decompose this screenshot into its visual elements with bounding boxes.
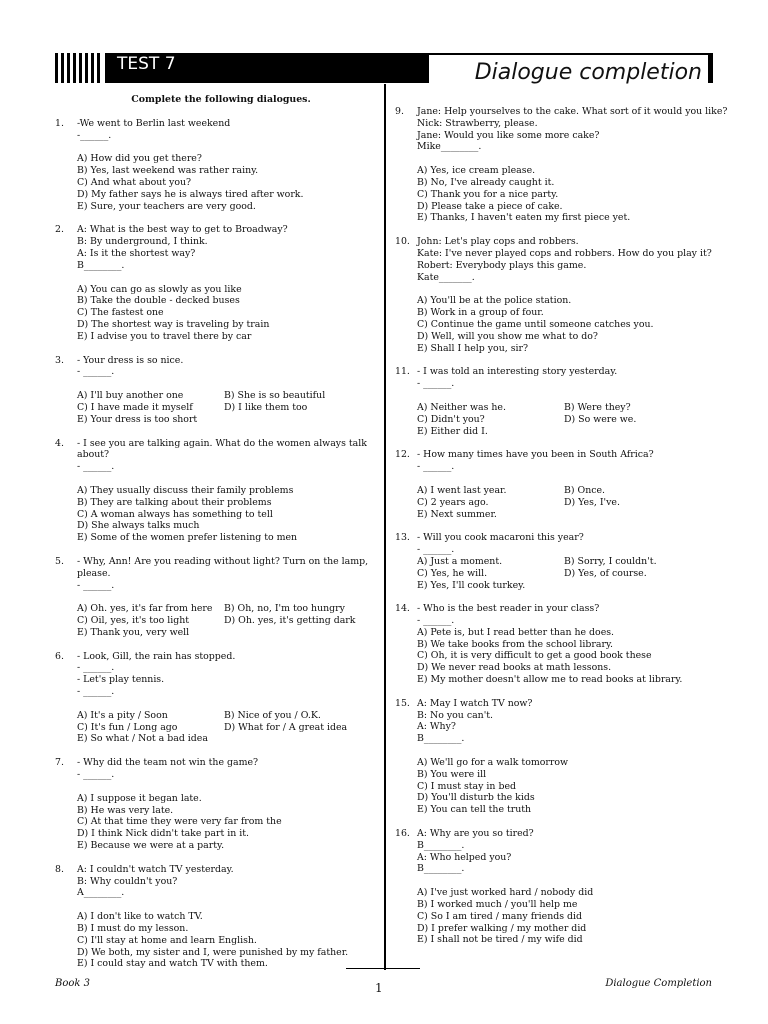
answer-option: E) So what / Not a bad idea [77,733,208,745]
answer-option: C) Thank you for a nice party. [417,188,559,200]
answer-option: C) And what about you? [77,176,192,188]
footer-book: Book 3 [55,978,90,989]
answer-options [77,793,365,852]
dialogue-line: B________. [417,733,465,745]
answer-option: B) No, I've already caught it. [417,176,555,188]
answer-option: C) Yes, he will. [417,567,488,579]
question-item [395,603,720,686]
answer-options [77,153,365,212]
test-label [105,53,429,83]
answer-option: C) I'll stay at home and learn English. [77,934,257,946]
answer-option: E) You can tell the truth [417,804,532,816]
dialogue-line: A: Who helped you? [417,851,512,863]
answer-options [417,295,720,354]
test-header [55,53,713,83]
dialogue-line: John: Let's play cops and robbers. [417,236,579,248]
answer-options-grid [77,390,365,414]
answer-option: E) I could stay and watch TV with them. [77,958,268,970]
question-item [55,118,365,213]
answer-option: A) I don't like to watch TV. [77,911,203,923]
answer-option: D) We both, my sister and I, were punished by my father. [77,946,349,958]
answer-option: E) Thank you, very well [77,626,190,638]
answer-option: E) Thanks, I haven't eaten my first piece yet. [417,212,631,224]
answer-options [77,710,365,745]
answer-option: E) My mother doesn't allow me to read books at library. [417,674,683,686]
answer-option: C) At that time they were very far from the [77,816,282,828]
right-column [395,106,728,958]
answer-option: E) Some of the women prefer listening to men [77,532,298,544]
answer-option: C) Oh, it is very difficult to get a good book these [417,650,652,662]
answer-option: E) Yes, I'll cook turkey. [417,579,526,591]
question-item [55,651,365,746]
answer-options-grid [417,485,720,509]
dialogue-line: -______. [77,129,112,141]
answer-option: B) Yes, last weekend was rather rainy. [77,165,259,177]
answer-options [417,887,720,946]
column-divider [384,84,386,970]
answer-option: B) Were they? [564,401,631,413]
question-item [55,864,365,970]
dialogue-line: - Let's play tennis. [77,674,165,686]
answer-option: A) How did you get there? [77,153,202,165]
answer-option: D) Oh. yes, it's getting dark [224,615,356,627]
answer-option: A) Yes, ice cream please. [417,165,536,177]
dialogue-line: please. [77,567,111,579]
dialogue-line: Kate_______. [417,271,475,283]
question-item [395,698,720,816]
right-question-list [395,106,728,946]
answer-option: D) The shortest way is traveling by train [77,318,270,330]
answer-option: C) So I am tired / many friends did [417,910,583,922]
question-item [55,355,365,426]
dialogue-line: Jane: Help yourselves to the cake. What sort of it would you like? [417,106,728,117]
dialogue-line: - Will you cook macaroni this year? [417,532,584,544]
answer-option: A) I'll buy another one [77,390,184,402]
answer-option: B) You were ill [417,768,487,780]
answer-option: D) I like them too [224,401,308,413]
answer-option: C) 2 years ago. [417,496,489,508]
answer-option: E) Shall I help you, sir? [417,342,529,354]
answer-option: D) Please take a piece of cake. [417,200,563,212]
answer-option: E) I shall not be tired / my wife did [417,934,583,946]
question-item [395,532,720,591]
dialogue-line: Jane: Would you like some more cake? [417,129,600,141]
answer-option: D) So were we. [564,413,637,425]
question-number: 2. [55,224,64,236]
answer-option: D) You'll disturb the kids [417,792,535,804]
question-item [395,828,720,946]
left-column [55,94,369,982]
answer-options [77,284,365,343]
question-number: 12. [395,449,410,461]
dialogue-line: - Why, Ann! Are you reading without light? Turn on the lamp, [77,555,369,567]
answer-option: E) Sure, your teachers are very good. [77,200,256,212]
answer-option: D) What for / A great idea [224,721,348,733]
dialogue-line: - ______. [77,686,115,698]
dialogue-line: - ______. [77,366,115,378]
dialogue-line: - ______. [77,461,115,473]
answer-option: B) Take the double - decked buses [77,295,240,307]
answer-options [77,911,365,970]
answer-option: A) We'll go for a walk tomorrow [417,757,569,769]
question-item [55,555,369,639]
answer-option: E) Your dress is too short [77,413,198,425]
dialogue-line: Robert: Everybody plays this game. [417,259,587,271]
answer-option: A) They usually discuss their family problems [77,484,294,496]
question-number: 1. [55,117,64,129]
question-number: 13. [395,532,410,544]
answer-option: E) Next summer. [417,508,497,520]
dialogue-line: - Look, Gill, the rain has stopped. [77,650,236,662]
answer-options-grid [417,402,720,426]
question-number: 3. [55,354,64,366]
answer-options [417,556,720,591]
question-number: 11. [395,366,410,378]
dialogue-line: Nick: Strawberry, please. [417,117,538,129]
barcode-stripes [55,53,103,83]
answer-option: A) I went last year. [417,484,507,496]
question-number: 5. [55,555,64,567]
answer-option: A) I've just worked hard / nobody did [417,887,594,899]
answer-option: C) I must stay in bed [417,780,516,792]
dialogue-line: B: By underground, I think. [77,236,208,248]
answer-options [417,627,720,686]
dialogue-line: - Why did the team not win the game? [77,757,259,769]
answer-options [417,757,720,816]
dialogue-line: - Your dress is so nice. [77,354,184,366]
dialogue-line: A: I couldn't watch TV yesterday. [77,863,234,875]
answer-option: B) He was very late. [77,804,174,816]
answer-option: B) Nice of you / O.K. [224,709,321,721]
question-item [395,449,720,520]
answer-option: C) I have made it myself [77,401,193,413]
answer-option: E) Because we were at a party. [77,840,225,852]
question-number: 10. [395,236,410,248]
answer-option: D) She always talks much [77,520,200,532]
question-number: 15. [395,697,410,709]
dialogue-line: Kate: I've never played cops and robbers. How do you play it? [417,247,712,259]
page-number: 1 [375,981,383,995]
answer-option: B) I worked much / you'll help me [417,899,578,911]
answer-option: D) I think Nick didn't take part in it. [77,828,249,840]
answer-options-grid [417,556,720,580]
question-number: 14. [395,603,410,615]
footer-rule [346,968,420,969]
dialogue-line: A: What is the best way to get to Broadway? [77,224,288,236]
answer-option: B) Sorry, I couldn't. [564,555,657,567]
answer-options-grid [77,710,365,734]
dialogue-line: - ______. [77,662,115,674]
dialogue-line: - I see you are talking again. What do the women always talk [77,437,367,449]
question-number: 8. [55,863,64,875]
question-number: 7. [55,757,64,769]
dialogue-line: -We went to Berlin last weekend [77,117,231,129]
answer-option: A) Oh. yes, it's far from here [77,603,213,615]
dialogue-line: B________. [417,863,465,875]
answer-option: B) Work in a group of four. [417,307,544,319]
dialogue-line: A________. [77,887,125,899]
test-label-text: TEST 7 [117,54,176,74]
answer-option: B) Once. [564,484,606,496]
answer-option: C) A woman always has something to tell [77,508,273,520]
dialogue-line: - Who is the best reader in your class? [417,603,600,615]
answer-options [77,390,365,425]
answer-options [417,485,720,520]
answer-option: B) We take books from the school library. [417,638,613,650]
dialogue-line: Mike________. [417,141,482,153]
answer-option: B) They are talking about their problems [77,496,272,508]
answer-option: A) I suppose it began late. [77,792,202,804]
dialogue-line: - How many times have you been in South Africa? [417,449,654,461]
answer-option: D) Yes, of course. [564,567,647,579]
answer-option: E) I advise you to travel there by car [77,330,252,342]
dialogue-line: B: Why couldn't you? [77,875,178,887]
question-number: 16. [395,828,410,840]
dialogue-line: - ______. [417,378,455,390]
dialogue-line: B: No you can't. [417,709,494,721]
dialogue-line: A: Why? [417,721,456,733]
answer-option: C) It's fun / Long ago [77,721,178,733]
answer-option: D) Yes, I've. [564,496,620,508]
left-question-list [55,117,369,970]
dialogue-line: about? [77,449,110,461]
answer-option: A) It's a pity / Soon [77,709,168,721]
answer-option: B) She is so beautiful [224,390,326,402]
answer-options [417,402,720,437]
dialogue-line: A: May I watch TV now? [417,697,533,709]
question-number: 4. [55,437,64,449]
answer-option: C) Continue the game until someone catches you. [417,318,654,330]
answer-options [77,485,365,544]
page-title: Dialogue completion [474,60,702,85]
answer-options [417,165,720,224]
answer-option: C) Didn't you? [417,413,485,425]
answer-option: A) You'll be at the police station. [417,295,572,307]
answer-option: D) I prefer walking / my mother did [417,922,587,934]
question-number: 6. [55,650,64,662]
question-item [395,106,728,224]
answer-option: E) Either did I. [417,425,488,437]
question-item [395,366,720,437]
dialogue-line: - ______. [77,579,115,591]
instruction: Complete the following dialogues. [131,94,311,105]
question-number: 9. [395,106,404,117]
answer-option: C) Oil, yes, it's too light [77,615,190,627]
answer-option: A) Pete is, but I read better than he does. [417,626,615,638]
answer-option: B) Oh, no, I'm too hungry [224,603,345,615]
answer-option: C) The fastest one [77,307,164,319]
answer-options [77,603,365,638]
dialogue-line: - I was told an interesting story yesterday. [417,366,618,378]
answer-option: D) We never read books at math lessons. [417,662,612,674]
answer-option: D) My father says he is always tired after work. [77,188,304,200]
footer-section: Dialogue Completion [605,978,712,989]
answer-options-grid [77,603,365,627]
dialogue-line: A: Why are you so tired? [417,828,534,840]
answer-option: A) You can go as slowly as you like [77,283,242,295]
answer-option: B) I must do my lesson. [77,923,189,935]
dialogue-line: A: Is it the shortest way? [77,247,196,259]
question-item [395,236,720,354]
title-box [429,53,713,83]
dialogue-line: B________. [417,839,465,851]
question-item [55,438,365,544]
dialogue-line: - ______. [417,544,455,556]
answer-option: A) Just a moment. [417,555,503,567]
question-item [55,224,365,342]
answer-option: A) Neither was he. [417,401,506,413]
dialogue-line: B________. [77,259,125,271]
question-item [55,757,365,852]
dialogue-line: - ______. [417,615,455,627]
answer-option: D) Well, will you show me what to do? [417,330,598,342]
dialogue-line: - ______. [77,769,115,781]
dialogue-line: - ______. [417,461,455,473]
